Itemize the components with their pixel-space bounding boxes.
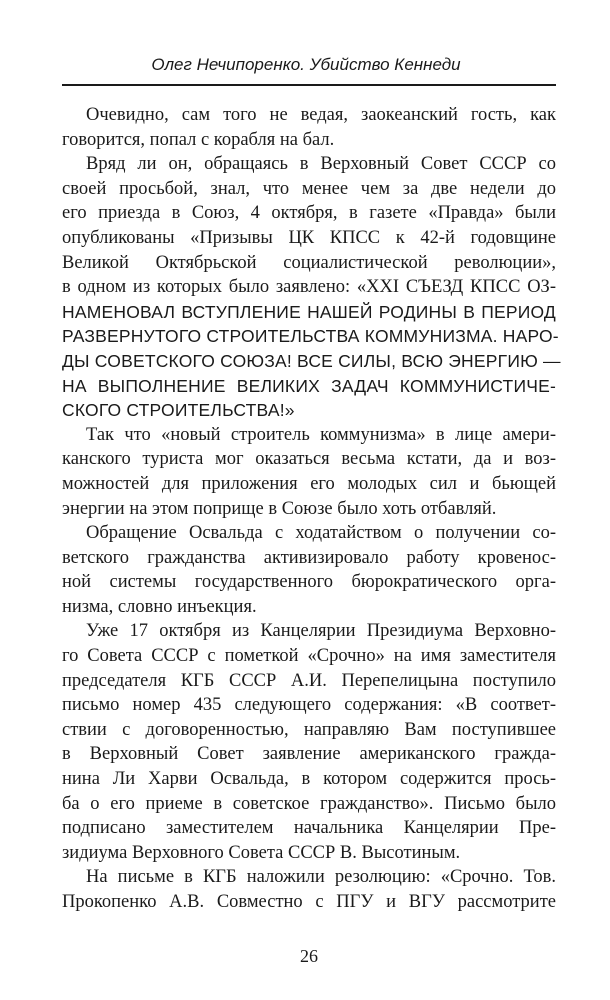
text-line-9: НАМЕНОВАЛ ВСТУПЛЕНИЕ НАШЕЙ РОДИНЫ В ПЕРИОД [62,301,556,322]
page-number: 26 [300,946,318,966]
text-line-18: Обращение Освальда с ходатайством о получении со- [86,523,556,544]
text-line-20: ной системы государственного бюрократического орга- [62,572,556,593]
text-line-10: РАЗВЕРНУТОГО СТРОИТЕЛЬСТВА КОММУНИЗМА. НАРО- [62,326,559,347]
header-rule [62,84,556,86]
text-line-12: НА ВЫПОЛНЕНИЕ ВЕЛИКИХ ЗАДАЧ КОММУНИСТИЧЕ- [62,375,556,396]
page-body [62,103,561,915]
text-line-4: своей просьбой, знал, что менее чем за две недели до [62,178,556,199]
text-line-28: нина Ли Харви Освальда, в котором содержится прось- [62,769,556,790]
running-header: Олег Нечипоренко. Убийство Кеннеди [151,55,461,74]
text-line-27: в Верховный Совет заявление американского гражда- [62,744,556,765]
text-line-17: энергии на этом поприще в Союзе было хоть отбавляй. [62,498,497,519]
text-line-6: опубликованы «Призывы ЦК КПСС к 42-й годовщине [62,227,556,248]
text-line-22: Уже 17 октября из Канцелярии Президиума Верховно- [86,621,556,642]
text-line-23: го Совета СССР с пометкой «Срочно» на имя заместителя [62,646,556,667]
text-line-1: Очевидно, сам того не ведая, заокеанский гость, как [86,105,556,125]
text-line-5: его приезда в Союз, 4 октября, в газете «Правда» были [62,203,556,224]
text-line-33: Прокопенко А.В. Совместно с ПГУ и ВГУ рассмотрите [62,892,556,912]
text-line-16: можностей для приложения его молодых сил и бьющей [62,473,556,494]
text-line-14: Так что «новый строитель коммунизма» в лице амери- [86,424,556,445]
text-line-32: На письме в КГБ наложили резолюцию: «Срочно. Тов. [86,867,556,888]
text-line-3: Вряд ли он, обращаясь в Верховный Совет СССР со [86,154,556,175]
text-line-2: говорится, попал с корабля на бал. [62,129,335,150]
text-line-29: ба о его приеме в советское гражданство». Письмо было [62,793,556,814]
text-line-25: письмо номер 435 следующего содержания: «В соответ- [62,695,556,716]
text-line-8: в одном из которых было заявлено: «XXI СЪЕЗД КПСС ОЗ- [62,277,556,298]
text-line-19: ветского гражданства активизировало работу кровенос- [62,547,556,568]
text-line-30: подписано заместителем начальника Канцелярии Пре- [62,818,556,839]
text-line-13: СКОГО СТРОИТЕЛЬСТВА!» [62,400,295,421]
text-line-11: ДЫ СОВЕТСКОГО СОЮЗА! ВСЕ СИЛЫ, ВСЮ ЭНЕРГИЮ — [62,350,561,371]
text-line-26: ствии с договоренностью, направляю Вам поступившее [62,719,556,740]
text-line-7: Великой Октябрьской социалистической революции», [62,252,556,273]
text-line-31: зидиума Верховного Совета СССР В. Высотиным. [62,842,461,863]
text-line-21: низма, словно инъекция. [62,596,257,617]
text-line-15: канского туриста мог оказаться весьма кстати, да и воз- [62,449,556,470]
text-line-24: председателя КГБ СССР А.И. Перепелицына поступило [62,670,556,691]
